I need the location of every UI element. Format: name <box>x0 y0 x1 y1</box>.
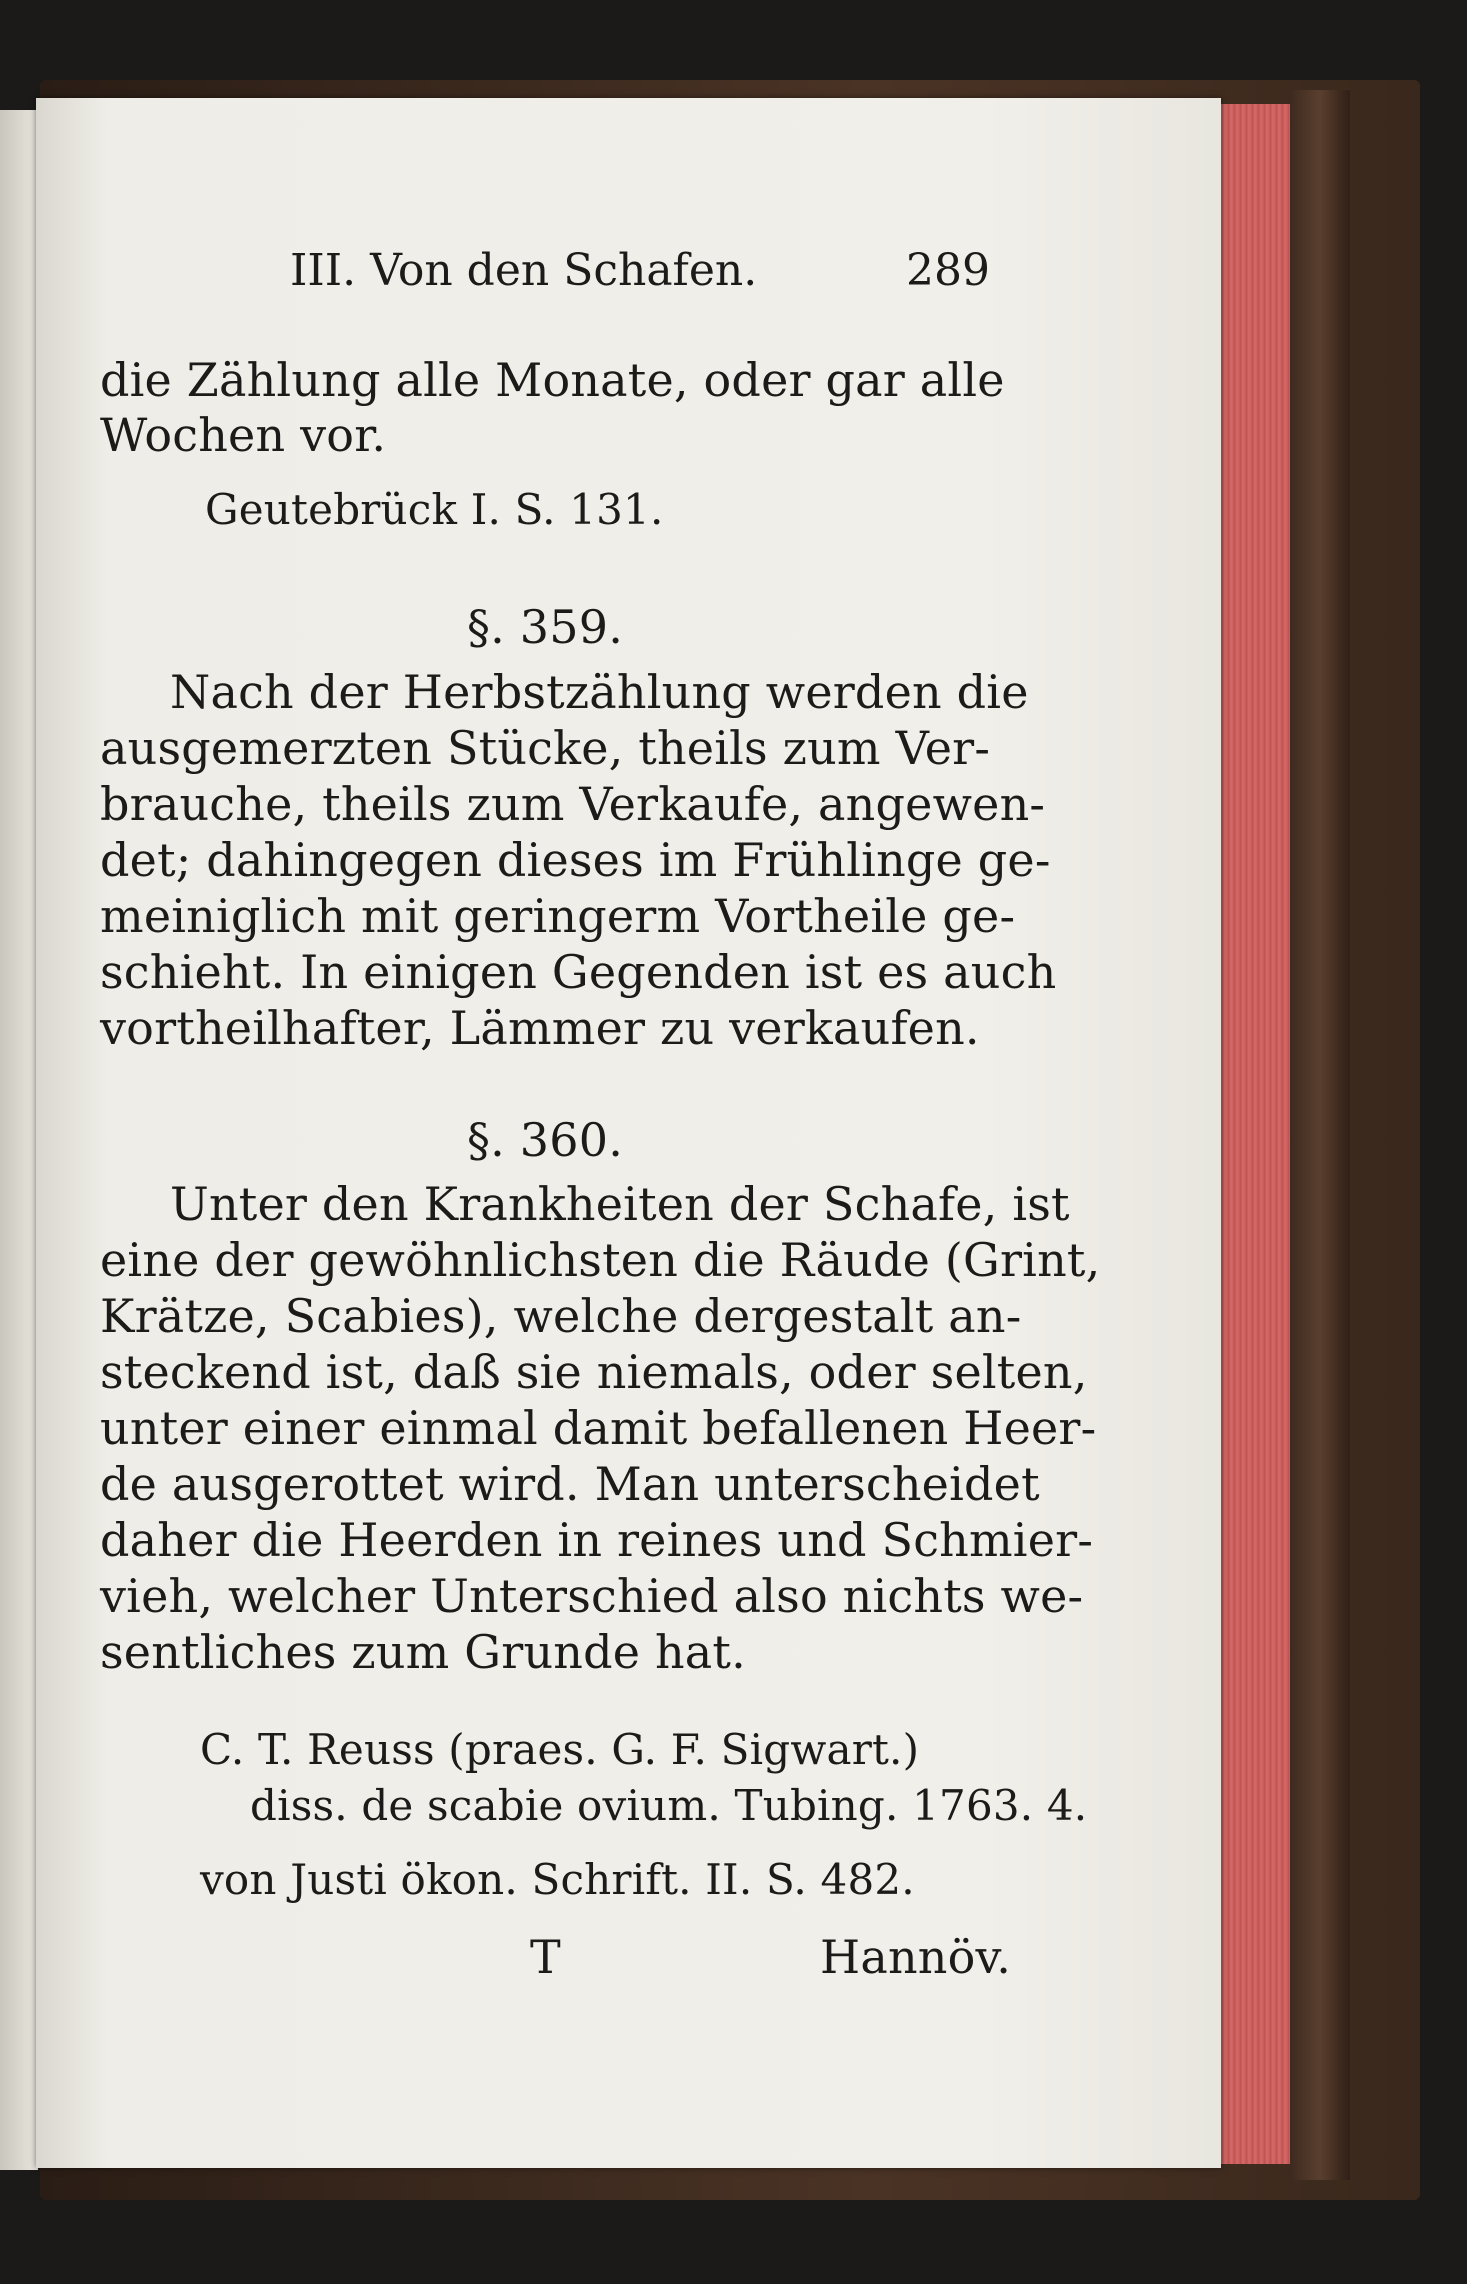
text-line: Krätze, Scabies), welche dergestalt an- <box>100 1289 1022 1343</box>
red-page-edges <box>1210 104 1290 2164</box>
section-heading: §. 360. <box>466 1113 624 1167</box>
text-line: sentliches zum Grunde hat. <box>100 1625 746 1679</box>
text-line: vortheilhafter, Lämmer zu verkaufen. <box>100 1001 980 1055</box>
text-line: schieht. In einigen Gegenden ist es auch <box>100 945 1057 999</box>
text-line: meiniglich mit geringerm Vortheile ge- <box>100 889 1016 943</box>
text-line: brauche, theils zum Verkaufe, angewen- <box>100 777 1046 831</box>
text-line: eine der gewöhnlichsten die Räude (Grint, <box>100 1233 1101 1287</box>
reference: Geutebrück I. S. 131. <box>205 485 664 534</box>
book-spine <box>1290 90 1350 2180</box>
reference: diss. de scabie ovium. Tubing. 1763. 4. <box>250 1781 1088 1830</box>
text-line: ausgemerzten Stücke, theils zum Ver- <box>100 721 991 775</box>
text-line: steckend ist, daß sie niemals, oder selten, <box>100 1345 1088 1399</box>
header-title: III. Von den Schafen. <box>290 245 758 296</box>
text-line: Unter den Krankheiten der Schafe, ist <box>170 1177 1070 1231</box>
running-header <box>100 245 990 315</box>
text-line: Wochen vor. <box>100 408 387 462</box>
reference: C. T. Reuss (praes. G. F. Sigwart.) <box>200 1725 920 1774</box>
text-line: det; dahingegen dieses im Frühlinge ge- <box>100 833 1051 887</box>
section-heading: §. 359. <box>466 600 624 654</box>
catchword: Hannöv. <box>820 1930 1012 1984</box>
text-line: Nach der Herbstzählung werden die <box>170 665 1029 719</box>
text-line: vieh, welcher Unterschied also nichts we- <box>100 1569 1084 1623</box>
left-page-edge <box>0 110 38 2170</box>
text-line: de ausgerottet wird. Man unterscheidet <box>100 1457 1040 1511</box>
text-line: daher die Heerden in reines und Schmier- <box>100 1513 1094 1567</box>
text-line: unter einer einmal damit befallenen Heer- <box>100 1401 1097 1455</box>
signature-mark: T <box>530 1930 561 1984</box>
page-number: 289 <box>906 245 990 296</box>
text-line: die Zählung alle Monate, oder gar alle <box>100 353 1005 407</box>
reference: von Justi ökon. Schrift. II. S. 482. <box>200 1855 915 1904</box>
